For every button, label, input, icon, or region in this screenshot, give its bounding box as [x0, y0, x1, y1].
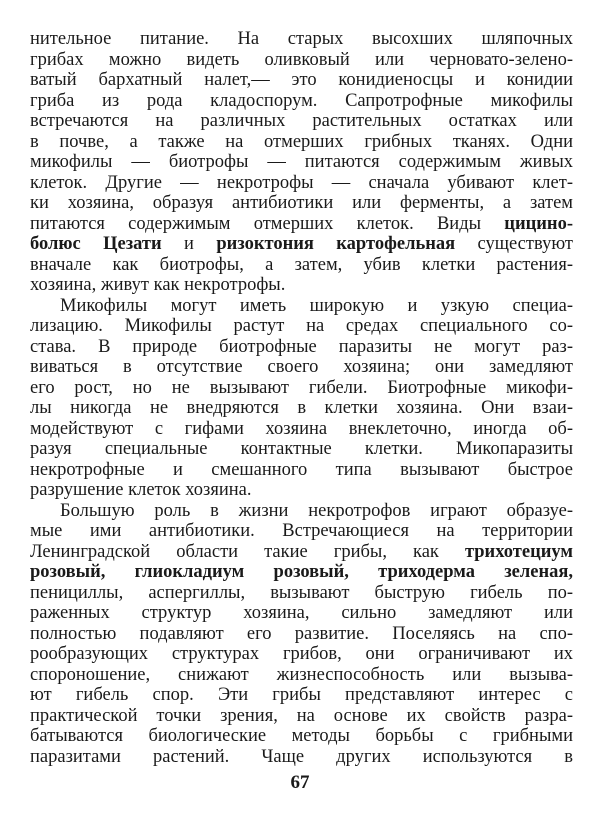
text-segment: батываются биологические методы борьбы с грибными	[30, 726, 573, 746]
text-line	[30, 726, 573, 747]
text-segment: в почве, а также на отмерших грибных тканях. Одни	[30, 131, 573, 152]
text-line	[30, 152, 573, 173]
text-segment: мые ими антибиотики. Встречающиеся на территории	[30, 521, 573, 541]
text-line	[30, 685, 573, 706]
text-line	[30, 665, 573, 686]
text-line	[30, 255, 573, 276]
text-segment: Микофилы могут иметь широкую и узкую специа-	[60, 295, 573, 316]
text-segment: вначале как биотрофы, а затем, убив клетки растения-	[30, 254, 573, 275]
text-line	[30, 419, 573, 440]
text-segment: раженных структур хозяина, сильно замедляют или	[30, 603, 573, 623]
text-line	[30, 50, 573, 71]
text-line	[30, 29, 573, 50]
text-line	[30, 624, 573, 645]
text-segment: хозяина, живут как некротрофы.	[30, 275, 286, 295]
bold-term: ризоктония картофельная	[216, 234, 456, 254]
text-segment: лизацию. Микофилы растут на средах специального со-	[30, 316, 573, 336]
text-line	[30, 501, 573, 522]
text-line	[30, 70, 573, 91]
text-segment: виваться в отсутствие своего хозяина; они замедляют	[30, 357, 573, 377]
text-segment: модействуют с гифами хозяина внеклеточно, иногда об-	[30, 418, 573, 439]
text-segment: полностью подавляют его развитие. Поселяясь на спо-	[30, 623, 573, 644]
text-line	[30, 378, 573, 399]
text-segment: Большую роль в жизни некротрофов играют образуе-	[60, 500, 573, 521]
text-line	[30, 91, 573, 112]
text-segment: става. В природе биотрофные паразиты не могут раз-	[30, 336, 573, 357]
bold-term: цицино-	[504, 213, 573, 234]
text-line	[30, 521, 573, 542]
text-line	[30, 111, 573, 132]
text-segment: гриба из рода кладоспорум. Сапротрофные микофилы	[30, 90, 573, 111]
text-segment: пенициллы, аспергиллы, вызывают быструю гибель по-	[30, 582, 573, 603]
text-segment: Ленинградской области такие грибы, как	[30, 541, 465, 562]
text-line	[30, 603, 573, 624]
text-segment: его рост, но не вызывают гибели. Биотрофные микофи-	[30, 377, 573, 398]
text-segment: клеток. Другие — некротрофы — сначала убивают клет-	[30, 172, 573, 193]
text-segment: и	[161, 234, 217, 254]
text-line	[30, 562, 573, 583]
text-line	[30, 460, 573, 481]
text-segment: ватый бархатный налет,— это конидиеносцы и конидии	[30, 70, 573, 90]
bold-term: болюс Цезати	[30, 234, 162, 254]
text-line	[30, 173, 573, 194]
text-segment: некротрофные и смешанного типа вызывают быстрое	[30, 459, 573, 480]
text-line	[30, 706, 573, 727]
bold-term: розовый, глиокладиум розовый, триходерма зеленая,	[30, 562, 573, 582]
text-segment: микофилы — биотрофы — питаются содержимым живых	[30, 152, 573, 172]
paragraph	[30, 29, 573, 296]
text-line	[30, 439, 573, 460]
text-segment: паразитами растений. Чаще других используются в	[30, 746, 573, 767]
text-segment: нительное питание. На старых высохших шляпочных	[30, 29, 573, 49]
text-line	[30, 214, 573, 235]
text-segment: спороношение, снижают жизнеспособность или вызыва-	[30, 664, 573, 685]
bold-term: трихотециум	[464, 541, 573, 562]
text-line	[30, 316, 573, 337]
text-segment: разуя специальные контактные клетки. Микопаразиты	[30, 439, 573, 459]
text-line	[30, 132, 573, 153]
text-line	[30, 644, 573, 665]
text-segment: рообразующих структурах грибов, они ограничивают их	[30, 644, 573, 664]
text-line	[30, 337, 573, 358]
text-segment: питаются содержимым отмерших клеток. Виды	[30, 213, 505, 234]
page-number: 67	[290, 772, 310, 793]
text-line	[30, 480, 573, 501]
paragraph	[30, 501, 573, 768]
text-segment: ют гибель спор. Эти грибы представляют интерес с	[30, 685, 573, 705]
text-segment: грибах можно видеть оливковый или черновато-зелено-	[30, 49, 573, 70]
text-line	[30, 296, 573, 317]
text-line	[30, 234, 573, 255]
text-segment: встречаются на различных растительных остатках или	[30, 111, 573, 131]
text-line	[30, 542, 573, 563]
text-line	[30, 398, 573, 419]
text-line	[30, 747, 573, 768]
text-line	[30, 357, 573, 378]
text-segment: существуют	[455, 234, 573, 254]
text-segment: практической точки зрения, на основе их свойств разра-	[30, 705, 573, 726]
paragraph	[30, 296, 573, 501]
text-line	[30, 275, 573, 296]
text-segment: ки хозяина, образуя антибиотики или ферменты, а затем	[30, 193, 573, 213]
text-segment: разрушение клеток хозяина.	[30, 480, 252, 500]
text-segment: лы никогда не внедряются в клетки хозяина. Они взаи-	[30, 398, 573, 418]
text-line	[30, 193, 573, 214]
body-text	[30, 29, 573, 767]
text-line	[30, 583, 573, 604]
